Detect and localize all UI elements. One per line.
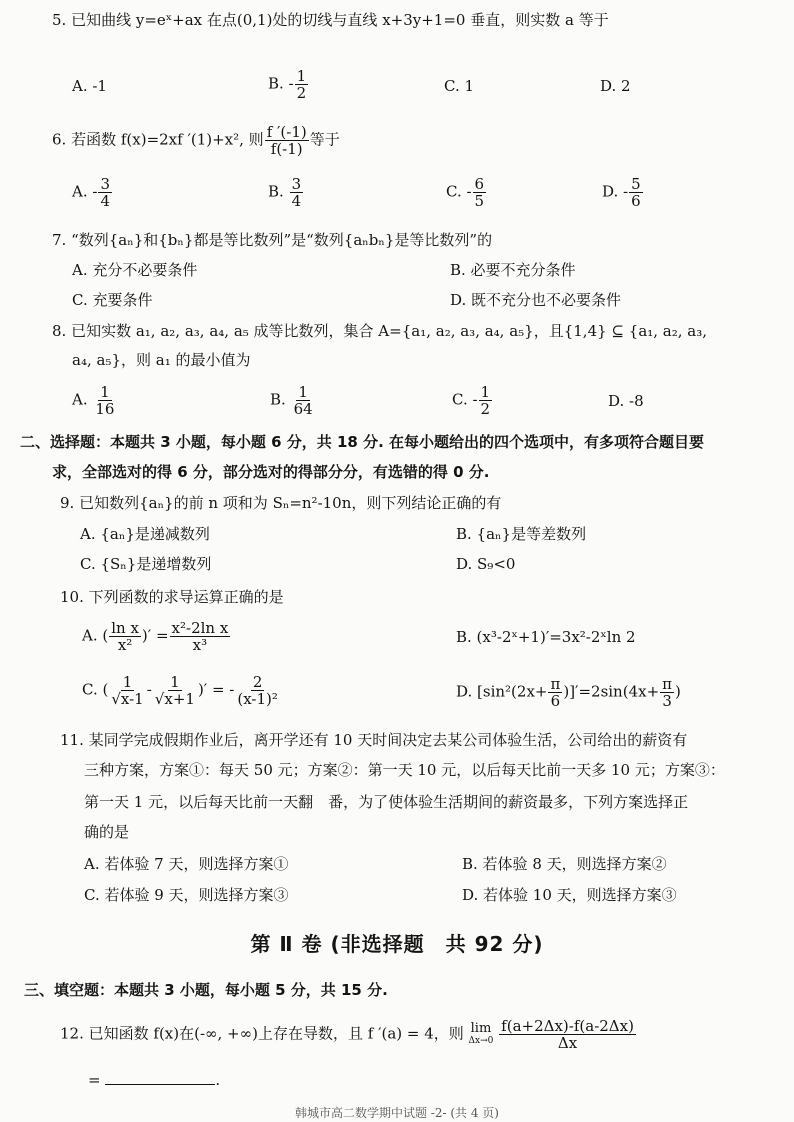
- q10-c-mid: )′ = -: [197, 680, 235, 699]
- q10-option-b: B. (x³-2ˣ+1)′=3x²-2ˣln 2: [456, 628, 636, 646]
- q6-c-numerator: 6: [474, 175, 485, 193]
- q6-b-label: B.: [268, 182, 289, 201]
- q8-b-numerator: 1: [298, 383, 308, 401]
- q10-a-den2: x³: [192, 636, 208, 654]
- q10-c-frac1: [109, 674, 145, 707]
- q6-option-d: [602, 176, 644, 209]
- q10-a-num2: x²-2ln x: [171, 619, 229, 637]
- q11-stem-line2: 三种方案，方案①：每天 50 元；方案②：第一天 10 元，以后每天比前一天多 10 元；方案③：: [84, 761, 725, 779]
- q6-b-numerator: 3: [291, 175, 302, 193]
- q8-option-a: [72, 384, 117, 417]
- q6-a-denominator: 4: [100, 192, 110, 210]
- q8-a-label: A.: [72, 390, 93, 409]
- q10-d-den2: 3: [662, 692, 672, 710]
- q8-option-d: D. -8: [608, 392, 644, 410]
- q10-d-mid: )]′=2sin(4x+: [563, 682, 660, 701]
- q10-c-minus: -: [146, 680, 152, 699]
- q12-lim-subscript: Δx→0: [468, 1035, 494, 1046]
- q10-d-den1: 6: [550, 692, 561, 710]
- part2-title: 第 Ⅱ 卷 (非选择题 共 92 分): [250, 932, 544, 956]
- q8-option-c: [452, 384, 493, 417]
- q10-c-frac2: [153, 674, 197, 707]
- q6-d-denominator: 6: [631, 192, 641, 210]
- q5-option-c: C. 1: [444, 77, 475, 95]
- q10-c-den1: √x-1: [111, 690, 144, 708]
- q5-b-numerator: 1: [296, 67, 307, 85]
- q6-option-a: [72, 176, 113, 209]
- q10-a-num1: ln x: [111, 619, 139, 637]
- q12-answer-line: [88, 1070, 220, 1090]
- q8-c-numerator: 1: [480, 383, 491, 401]
- page-footer: 韩城市高二数学期中试题 -2- (共 4 页): [294, 1106, 499, 1120]
- q7-option-a: A. 充分不必要条件: [72, 261, 198, 279]
- q10-a-mid: )′ =: [141, 626, 169, 645]
- q12-limit: [468, 1020, 494, 1047]
- q10-c-pre: C. (: [82, 680, 109, 699]
- q7-option-b: B. 必要不充分条件: [450, 261, 576, 279]
- q7-option-c: C. 充要条件: [72, 291, 153, 309]
- q6-option-b: [268, 176, 304, 209]
- q11-option-d: D. 若体验 10 天，则选择方案③: [462, 886, 677, 904]
- q8-b-fraction: [292, 384, 315, 417]
- q8-stem-line2: a₄, a₅}，则 a₁ 的最小值为: [72, 351, 251, 369]
- q10-d-frac2: [660, 676, 674, 709]
- q6-stem-denominator: f(-1): [270, 140, 303, 158]
- q10-c-frac3: [235, 674, 280, 707]
- q12-period: .: [215, 1071, 221, 1089]
- q6-a-label: A. -: [72, 182, 98, 201]
- q8-a-fraction: [93, 384, 116, 417]
- q10-d-num2: π: [662, 675, 673, 693]
- q10-d-num1: π: [550, 675, 561, 693]
- q10-d-pre: D. [sin²(2x+: [456, 682, 548, 701]
- q12-answer-blank[interactable]: [105, 1070, 215, 1085]
- q5-b-denominator: 2: [296, 84, 307, 102]
- q5-option-b: [268, 68, 309, 101]
- q10-c-num1: 1: [122, 673, 133, 691]
- q6-c-denominator: 5: [474, 192, 485, 210]
- q10-d-post: ): [675, 682, 681, 701]
- q11-option-c: C. 若体验 9 天，则选择方案③: [84, 886, 289, 904]
- q10-a-frac2: [170, 620, 231, 653]
- section2-heading-line2: 求，全部选对的得 6 分，部分选对的得部分分，有选错的得 0 分.: [52, 463, 490, 481]
- q12-fraction: [499, 1018, 636, 1051]
- q10-stem: 10. 下列函数的求导运算正确的是: [60, 588, 284, 606]
- q6-c-fraction: [473, 176, 487, 209]
- q9-option-d: D. S₉<0: [456, 555, 516, 573]
- q7-stem: 7. “数列{aₙ}和{bₙ}都是等比数列”是“数列{aₙbₙ}是等比数列”的: [52, 231, 493, 249]
- q10-c-den2: √x+1: [154, 690, 195, 708]
- q11-option-b: B. 若体验 8 天，则选择方案②: [462, 855, 667, 873]
- q8-option-b: [270, 384, 316, 417]
- q6-stem-numerator: f ′(-1): [266, 123, 307, 141]
- q9-option-a: A. {aₙ}是递减数列: [80, 525, 210, 543]
- q8-stem-line1: 8. 已知实数 a₁, a₂, a₃, a₄, a₅ 成等比数列，集合 A={a₁, a₂, a₃, a₄, a₅}，且{1,4} ⊆ {a₁, a₂, a₃,: [52, 322, 708, 340]
- q6-option-c: [446, 176, 487, 209]
- section3-heading: 三、填空题：本题共 3 小题，每小题 5 分，共 15 分.: [24, 981, 388, 999]
- q10-a-den1: x²: [117, 636, 133, 654]
- q6-a-fraction: [98, 176, 112, 209]
- q6-stem-post: 等于: [309, 130, 340, 149]
- q10-a-pre: A. (: [82, 626, 109, 645]
- q7-option-d: D. 既不充分也不必要条件: [450, 291, 622, 309]
- q8-b-label: B.: [270, 390, 291, 409]
- q6-c-label: C. -: [446, 182, 472, 201]
- q11-stem-line1: 11. 某同学完成假期作业后，离开学还有 10 天时间决定去某公司体验生活，公司给出的薪资有: [60, 731, 688, 749]
- q10-c-den3: (x-1)²: [237, 690, 278, 708]
- q12-stem: [60, 1018, 637, 1051]
- q10-c-num2: 1: [170, 673, 180, 691]
- q12-denominator: Δx: [557, 1034, 578, 1052]
- q11-stem-line3: 第一天 1 元，以后每天比前一天翻 番，为了使体验生活期间的薪资最多，下列方案选择正: [84, 793, 689, 811]
- q8-c-label: C. -: [452, 390, 478, 409]
- q6-a-numerator: 3: [100, 175, 110, 193]
- q12-equals: =: [88, 1071, 101, 1089]
- q6-stem-pre: 6. 若函数 f(x)=2xf ′(1)+x², 则: [52, 130, 264, 149]
- q12-lim-word: lim: [470, 1020, 492, 1036]
- q6-stem-fraction: [265, 124, 309, 157]
- q8-c-fraction: [479, 384, 493, 417]
- q10-option-a: [82, 620, 231, 653]
- q5-stem: 5. 已知曲线 y=eˣ+ax 在点(0,1)处的切线与直线 x+3y+1=0 垂直，则实数 a 等于: [52, 11, 609, 29]
- q5-option-b-label: B. -: [268, 74, 294, 93]
- q6-b-denominator: 4: [291, 192, 302, 210]
- q9-option-c: C. {Sₙ}是递增数列: [80, 555, 212, 573]
- q6-stem: [52, 124, 340, 157]
- q8-a-denominator: 16: [95, 400, 115, 418]
- q10-option-d: [456, 676, 681, 709]
- q6-d-label: D. -: [602, 182, 629, 201]
- q8-a-numerator: 1: [100, 383, 110, 401]
- q6-d-numerator: 5: [631, 175, 641, 193]
- q11-stem-line4: 确的是: [84, 823, 130, 841]
- q6-d-fraction: [629, 176, 643, 209]
- q12-numerator: f(a+2Δx)-f(a-2Δx): [501, 1017, 634, 1035]
- q6-b-fraction: [290, 176, 304, 209]
- q9-stem: 9. 已知数列{aₙ}的前 n 项和为 Sₙ=n²-10n，则下列结论正确的有: [60, 494, 502, 512]
- q10-d-frac1: [548, 676, 562, 709]
- section2-heading-line1: 二、选择题：本题共 3 小题，每小题 6 分，共 18 分. 在每小题给出的四个选项中，有多项符合题目要: [20, 433, 705, 451]
- q11-option-a: A. 若体验 7 天，则选择方案①: [84, 855, 289, 873]
- q5-option-b-fraction: [295, 68, 309, 101]
- q12-stem-text: 12. 已知函数 f(x)在(-∞, +∞)上存在导数，且 f ′(a) = 4，则: [60, 1024, 464, 1043]
- q8-b-denominator: 64: [293, 400, 313, 418]
- q5-option-d: D. 2: [600, 77, 631, 95]
- q10-a-frac1: [109, 620, 141, 653]
- q10-option-c: [82, 674, 281, 707]
- q9-option-b: B. {aₙ}是等差数列: [456, 525, 587, 543]
- q5-option-a: A. -1: [72, 77, 107, 95]
- q10-c-num3: 2: [252, 673, 263, 691]
- q8-c-denominator: 2: [480, 400, 491, 418]
